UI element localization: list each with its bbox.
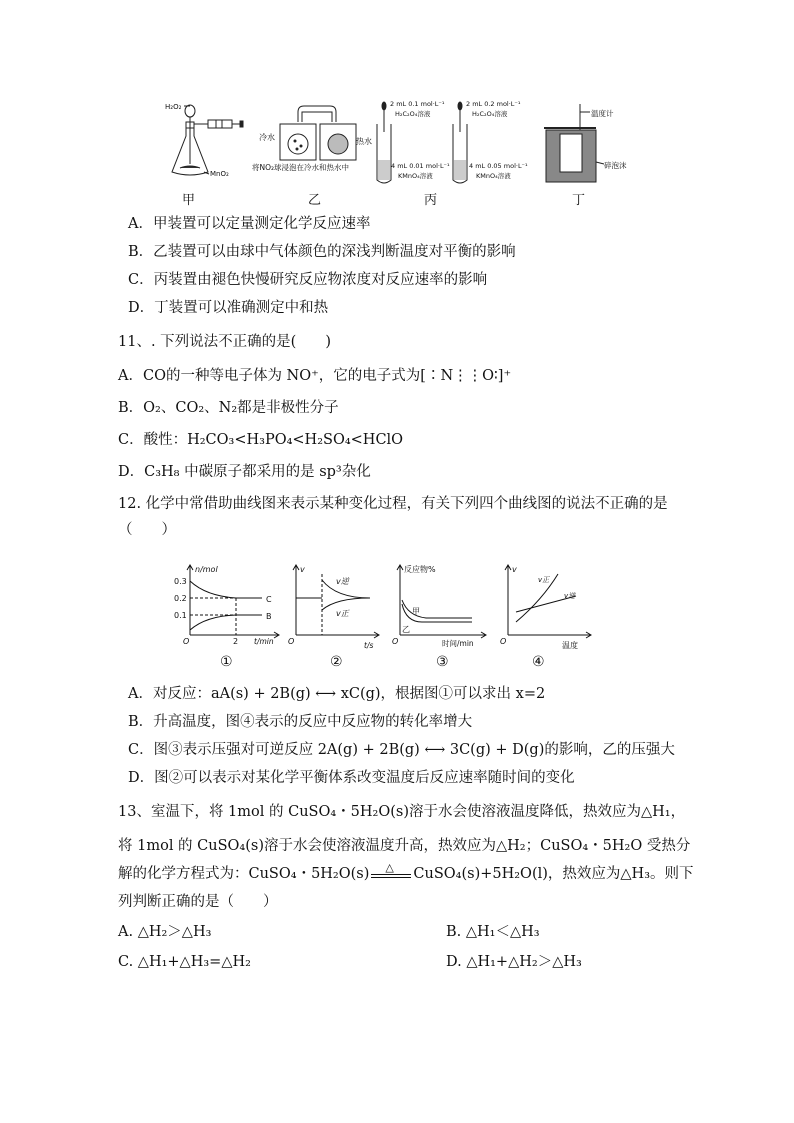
g1-tick-02: 0.2 xyxy=(174,594,187,603)
q12-graphs xyxy=(170,560,600,675)
bing-bot1b: KMnO₄溶液 xyxy=(398,172,433,180)
g3-origin: O xyxy=(392,637,399,646)
g2-xlabel: t/s xyxy=(364,641,374,650)
q12-stem-bracket: （ ） xyxy=(118,522,176,538)
g1-ylabel: n/mol xyxy=(195,565,218,574)
g1-tick-x2: 2 xyxy=(233,637,239,646)
q13-option-c: C. △H₁+△H₃=△H₂ xyxy=(118,954,251,970)
label-yi: 乙 xyxy=(308,193,322,208)
q12-stem: 12. 化学中常借助曲线图来表示某种变化过程，有关下列四个曲线图的说法不正确的是 xyxy=(118,496,668,512)
apparatus-yi xyxy=(252,106,372,172)
g1-label-b: B xyxy=(266,612,272,621)
q13-line-3a: 解的化学方程式为：CuSO₄・5H₂O(s) xyxy=(118,866,370,882)
q10-option-c: C．丙装置由褪色快慢研究反应物浓度对反应速率的影响 xyxy=(128,272,488,288)
g4-xlabel: 温度 xyxy=(562,641,578,650)
heat-arrow-line-1 xyxy=(371,874,411,875)
bing-top2a: 2 mL 0.2 mol·L⁻¹ xyxy=(466,100,521,108)
bing-top1b: H₂C₂O₄溶液 xyxy=(395,110,431,118)
bing-bot2a: 4 mL 0.05 mol·L⁻¹ xyxy=(469,162,528,170)
g4-label-vfwd: v正 xyxy=(538,576,550,584)
q12-option-a: A．对反应：aA(s) + 2B(g) ⟷ xC(g)，根据图①可以求出 x=2 xyxy=(128,686,546,702)
g1-origin: O xyxy=(183,637,190,646)
g1-label-c: C xyxy=(266,595,272,604)
q10-option-d: D．丁装置可以准确测定中和热 xyxy=(128,300,329,316)
bing-bot1a: 4 mL 0.01 mol·L⁻¹ xyxy=(391,162,450,170)
caption-no2-balls: 将NO₂球浸泡在冷水和热水中 xyxy=(252,163,350,172)
g3-xlabel: 时间/min xyxy=(442,639,474,648)
graph-4 xyxy=(500,565,591,650)
graph-1 xyxy=(174,565,279,646)
label-h2o2: H₂O₂ xyxy=(165,103,182,111)
heat-arrow-line-2 xyxy=(371,877,411,878)
q13-line-2: 将 1mol 的 CuSO₄(s)溶于水会使溶液温度升高，热效应为△H₂；CuSO₄・5H₂O 受热分 xyxy=(118,838,691,854)
heat-delta: △ xyxy=(385,861,394,874)
q11-option-d: D．C₃H₈ 中碳原子都采用的是 sp³杂化 xyxy=(118,464,371,480)
g2-number: ② xyxy=(330,654,343,670)
apparatus-ding xyxy=(544,104,627,182)
label-jia: 甲 xyxy=(182,193,196,208)
g4-origin: O xyxy=(500,637,507,646)
q13-line-3b: CuSO₄(s)+5H₂O(l)，热效应为△H₃。则下 xyxy=(413,866,694,882)
q13-line-3 xyxy=(118,861,694,884)
g4-number: ④ xyxy=(532,654,545,670)
heat-arrow xyxy=(369,861,413,884)
label-cold-water: 冷水 xyxy=(259,133,275,142)
q12-option-d: D．图②可以表示对某化学平衡体系改变温度后反应速率随时间的变化 xyxy=(128,770,575,786)
label-bing: 丙 xyxy=(424,193,438,208)
label-mno2: MnO₂ xyxy=(210,170,229,178)
apparatus-drawings xyxy=(160,94,627,206)
g3-label-yi: 乙 xyxy=(402,625,410,634)
g1-number: ① xyxy=(220,654,233,670)
q12-option-c: C．图③表示压强对可逆反应 2A(g) + 2B(g) ⟷ 3C(g) + D(g)的影响，乙的压强大 xyxy=(128,742,675,758)
q11-option-b: B．O₂、CO₂、N₂都是非极性分子 xyxy=(118,400,339,416)
q12-graph-svg xyxy=(170,560,600,675)
bing-top2b: H₂C₂O₄溶液 xyxy=(472,110,508,118)
q13-line-4: 列判断正确的是（ ） xyxy=(118,894,278,910)
q11-option-a: A．CO的一种等电子体为 NO⁺，它的电子式为[∶N⋮⋮O∶]⁺ xyxy=(118,368,512,384)
q11-option-c: C．酸性：H₂CO₃<H₃PO₄<H₂SO₄<HClO xyxy=(118,432,404,448)
q10-option-b: B．乙装置可以由球中气体颜色的深浅判断温度对平衡的影响 xyxy=(128,244,516,260)
graph-3 xyxy=(392,564,486,648)
g2-origin: O xyxy=(288,637,295,646)
apparatus-bing xyxy=(377,100,528,183)
apparatus-jia xyxy=(165,103,243,178)
g1-xlabel: t/min xyxy=(254,637,274,646)
q13-option-a: A. △H₂＞△H₃ xyxy=(118,924,212,940)
g4-ylabel: v xyxy=(512,565,517,574)
label-thermometer: 温度计 xyxy=(591,109,614,118)
g2-label-vrev: v逆 xyxy=(336,577,349,586)
q10-apparatus-figure xyxy=(160,94,627,208)
graph-2 xyxy=(288,565,379,650)
g2-ylabel: v xyxy=(300,565,305,574)
label-ding: 丁 xyxy=(572,193,586,208)
g2-label-vfwd: v正 xyxy=(336,609,349,618)
q10-option-a: A．甲装置可以定量测定化学反应速率 xyxy=(128,216,371,232)
label-hot-water: 热水 xyxy=(356,137,372,146)
q13-option-b: B. △H₁＜△H₃ xyxy=(446,924,540,940)
label-foam: 碎泡沫 xyxy=(604,161,627,170)
g4-label-vrev: v逆 xyxy=(564,592,576,600)
bing-top1a: 2 mL 0.1 mol·L⁻¹ xyxy=(390,100,445,108)
q13-option-d: D. △H₁+△H₂＞△H₃ xyxy=(446,954,582,970)
g3-label-jia: 甲 xyxy=(412,607,420,616)
q11-stem: 11、. 下列说法不正确的是( ) xyxy=(118,334,331,350)
g3-ylabel: 反应物% xyxy=(404,565,436,574)
g3-number: ③ xyxy=(436,654,449,670)
g1-tick-01: 0.1 xyxy=(174,611,187,620)
q12-option-b: B．升高温度，图④表示的反应中反应物的转化率增大 xyxy=(128,714,473,730)
q13-line-1: 13、室温下，将 1mol 的 CuSO₄・5H₂O(s)溶于水会使溶液温度降低，热效应为△H₁， xyxy=(118,804,686,820)
bing-bot2b: KMnO₄溶液 xyxy=(476,172,511,180)
g1-tick-03: 0.3 xyxy=(174,577,187,586)
